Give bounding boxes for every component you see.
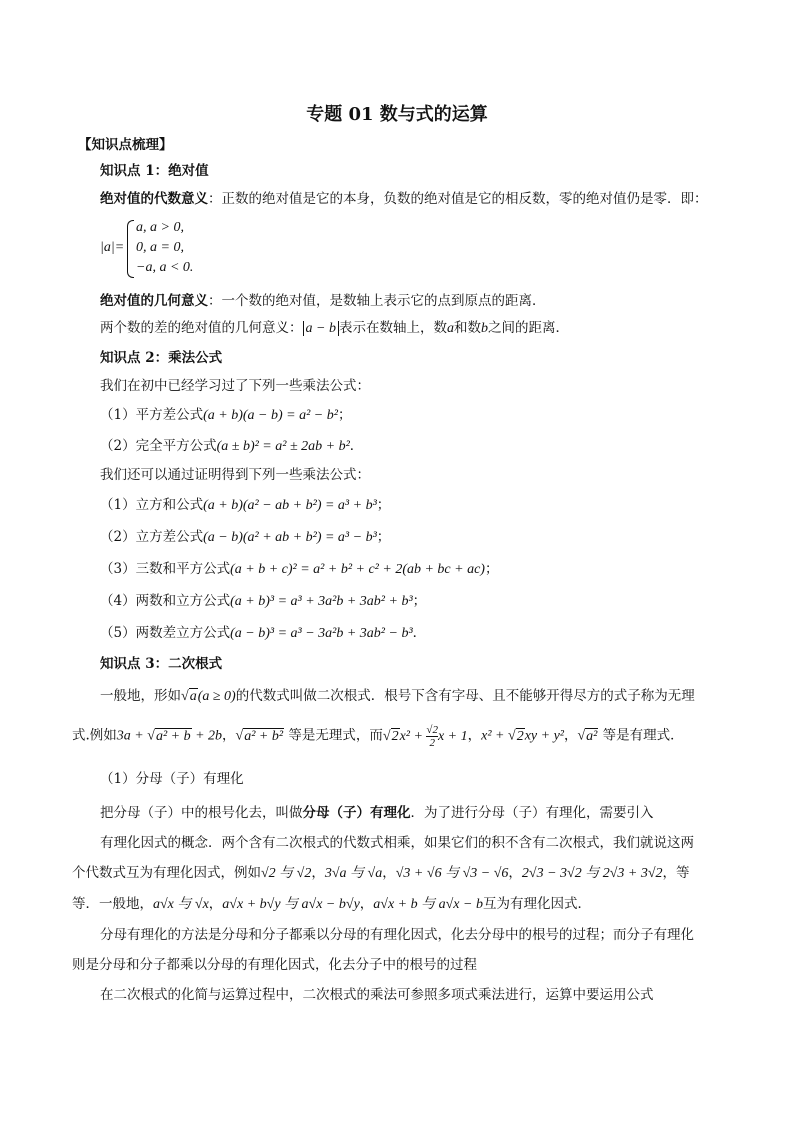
kp2-intro2: 我们还可以通过证明得到下列一些乘法公式： [100,467,370,483]
abs-case-2: 0, a = 0, [136,240,184,255]
formula-2 [100,437,363,456]
formula-g4 [100,592,426,611]
section-header: 【知识点梳理】 [78,137,173,153]
kp3-p5-e2: 3√a 与 √a [324,866,383,881]
formula-g5-label: （5）两数差立方公式 [100,625,231,641]
formula-g4-label: （4）两数和立方公式 [100,593,231,609]
kp3-p2-e4a: x² + [481,728,505,744]
kp3-p3-a: 把分母（子）中的根号化去，叫做 [100,805,303,821]
kp2-intro1: 我们在初中已经学习过了下列一些乘法公式： [100,378,370,394]
kp1-geometric-label: 绝对值的几何意义 [100,293,208,309]
kp3-p1-a: 一般地，形如 [100,688,181,704]
kp3-p4: 有理化因式的概念．两个含有二次根式的代数式相乘，如果它们的积不含有二次根式，我们就说这两 [100,835,694,851]
kp3-p2-e5s: a² [586,728,598,744]
page-title: 专题 01 数与式的运算 [306,104,488,125]
formula-2-end: ． [349,438,364,454]
kp1-diff-prefix: 两个数的差的绝对值的几何意义： [100,320,303,336]
kp3-p8: 则是分母和分子都乘以分母的有理化因式，化去分子中的根号的过程 [72,957,477,973]
piecewise-brace [127,220,134,278]
kp1-algebraic-text: ：正数的绝对值是它的本身，负数的绝对值是它的相反数，零的绝对值仍是零．即： [208,191,708,207]
kp1-algebraic [100,190,708,208]
kp1-diff-mid2: 和数 [453,320,481,336]
kp3-p9: 在二次根式的化简与运算过程中，二次根式的乘法可参照多项式乘法进行，运算中要运用公式 [100,987,654,1003]
formula-g5-expr: (a − b)³ = a³ − 3a²b + 3ab² − b³ [230,626,413,641]
formula-1 [100,406,351,425]
kp1-diff-expr: a − b [303,321,339,336]
formula-g1 [100,496,390,515]
formula-g2-expr: (a − b)(a² + ab + b²) = a³ − b³ [203,530,377,545]
formula-g1-expr: (a + b)(a² − ab + b²) = a³ + b³ [203,498,377,513]
kp3-p1: 一般地，形如√a(a ≥ 0)的代数式叫做二次根式．根号下含有字母、且不能够开得尽方的式子称为无理 [100,688,695,704]
formula-2-label: （2）完全平方公式 [100,438,217,454]
kp3-p2-sep1: ， [222,727,236,744]
formula-1-end: ； [337,407,352,423]
abs-case-3: −a, a < 0. [136,260,194,275]
formula-g2-end: ； [376,529,391,545]
formula-1-expr: (a + b)(a − b) = a² − b² [203,408,338,423]
kp3-p6-e1: a√x 与 √x [153,897,209,912]
formula-g3 [100,560,498,579]
kp3-p5-a: 个代数式互为有理化因式，例如 [72,865,261,881]
kp1-diff-b: b [480,321,488,336]
kp3-p1-sqrt: a [189,689,197,704]
kp3-p2-e4s: 2 [516,728,524,744]
kp3-p2-sep3: ， [563,727,578,744]
kp3-p2-e1a: 3a + [116,728,144,744]
kp1-geometric-text: ：一个数的绝对值，是数轴上表示它的点到原点的距离． [208,293,546,309]
kp3-heading: 知识点 3：二次根式 [100,656,223,672]
kp3-p1-b: 的代数式叫做二次根式．根号下含有字母、且不能够开得尽方的式子称为无理 [235,688,695,704]
kp1-diff-mid1: 表示在数轴上，数 [338,320,447,336]
formula-g2-label: （2）立方差公式 [100,529,204,545]
formula-g5 [100,624,426,643]
formula-g4-end: ； [412,593,427,609]
kp3-p2-end: 等是有理式． [602,727,684,744]
kp3-p6-a: 等．一般地， [72,896,153,912]
kp1-diff-suffix: 之间的距离． [487,320,569,336]
kp3-p5-e1: √2 与 √2 [261,866,312,881]
abs-case-1: a, a > 0, [136,220,184,235]
kp3-sub-heading: （1）分母（子）有理化 [100,771,244,787]
kp3-p5: 个代数式互为有理化因式，例如√2 与 √2，3√a 与 √a，√3 + √6 与 √3 − √6，2√3 − 3√2 与 2√3 + 3√2，等 [72,865,690,881]
kp3-p2-e1s: a² + b [155,728,191,744]
formula-2-expr: (a ± b)² = a² ± 2ab + b² [216,439,350,454]
kp3-p2-e3a: x² + [399,728,423,744]
kp3-p3 [100,804,654,822]
formula-1-label: （1）平方差公式 [100,407,204,423]
formula-g3-expr: (a + b + c)² = a² + b² + c² + 2(ab + bc + ac) [230,562,485,577]
kp3-p5-e3: √3 + √6 与 √3 − √6 [395,866,509,881]
kp3-p2-mid: 等是无理式，而 [288,727,383,744]
formula-g3-label: （3）三数和平方公式 [100,561,231,577]
kp3-p5-e4: 2√3 − 3√2 与 2√3 + 3√2 [521,866,663,881]
kp2-heading: 知识点 2：乘法公式 [100,350,223,366]
formula-g5-end: ． [412,625,427,641]
kp3-p7: 分母有理化的方法是分母和分子都乘以分母的有理化因式，化去分母中的根号的过程；而分子有理化 [100,927,694,943]
formula-g1-label: （1）立方和公式 [100,497,204,513]
kp3-p1-cond: (a ≥ 0) [197,689,236,704]
kp3-p2-e2s: a² + b² [244,728,284,744]
formula-g2 [100,528,390,547]
kp1-geometric [100,292,546,310]
kp3-p6-end: 互为有理化因式． [482,896,591,912]
kp3-p2-sep2: ， [467,727,482,744]
abs-lhs: |a|= [100,240,125,255]
kp3-p5-end: ，等 [662,865,690,881]
kp1-diff-a: a [446,321,454,336]
kp3-p2: 式.例如3a + √a² + b + 2b，√a² + b² 等是无理式，而√2x² + $\frac{√2}{2}$ x + 1，x² + √2xy + y²，√a² 等是有理式． [72,724,684,749]
kp3-p2-e1b: + 2b [195,728,223,744]
kp3-p3-b: ．为了进行分母（子）有理化，需要引入 [410,805,654,821]
kp3-p3-bold: 分母（子）有理化 [302,805,411,821]
kp3-frac-den: 2 [429,737,435,749]
kp3-p2-e4b: xy + y² [524,728,564,744]
kp1-diff [100,319,569,338]
kp1-heading: 知识点 1：绝对值 [100,163,209,179]
formula-g3-end: ； [484,561,499,577]
kp3-p6: 等．一般地，a√x 与 √x，a√x + b√y 与 a√x − b√y，a√x + b 与 a√x − b互为有理化因式． [72,896,591,912]
formula-g4-expr: (a + b)³ = a³ + 3a²b + 3ab² + b³ [230,594,413,609]
kp3-frac-num: √2 [426,724,438,736]
kp3-p2-e3b: x + 1 [437,728,468,744]
kp3-p6-e3: a√x + b 与 a√x − b [373,897,483,912]
formula-g1-end: ； [376,497,391,513]
kp3-p2-e3s: 2 [391,728,399,744]
kp3-p6-e2: a√x + b√y 与 a√x − b√y [222,897,360,912]
kp1-algebraic-label: 绝对值的代数意义 [100,191,208,207]
kp3-fraction [426,724,438,749]
kp3-p2-a: 式.例如 [72,727,117,744]
